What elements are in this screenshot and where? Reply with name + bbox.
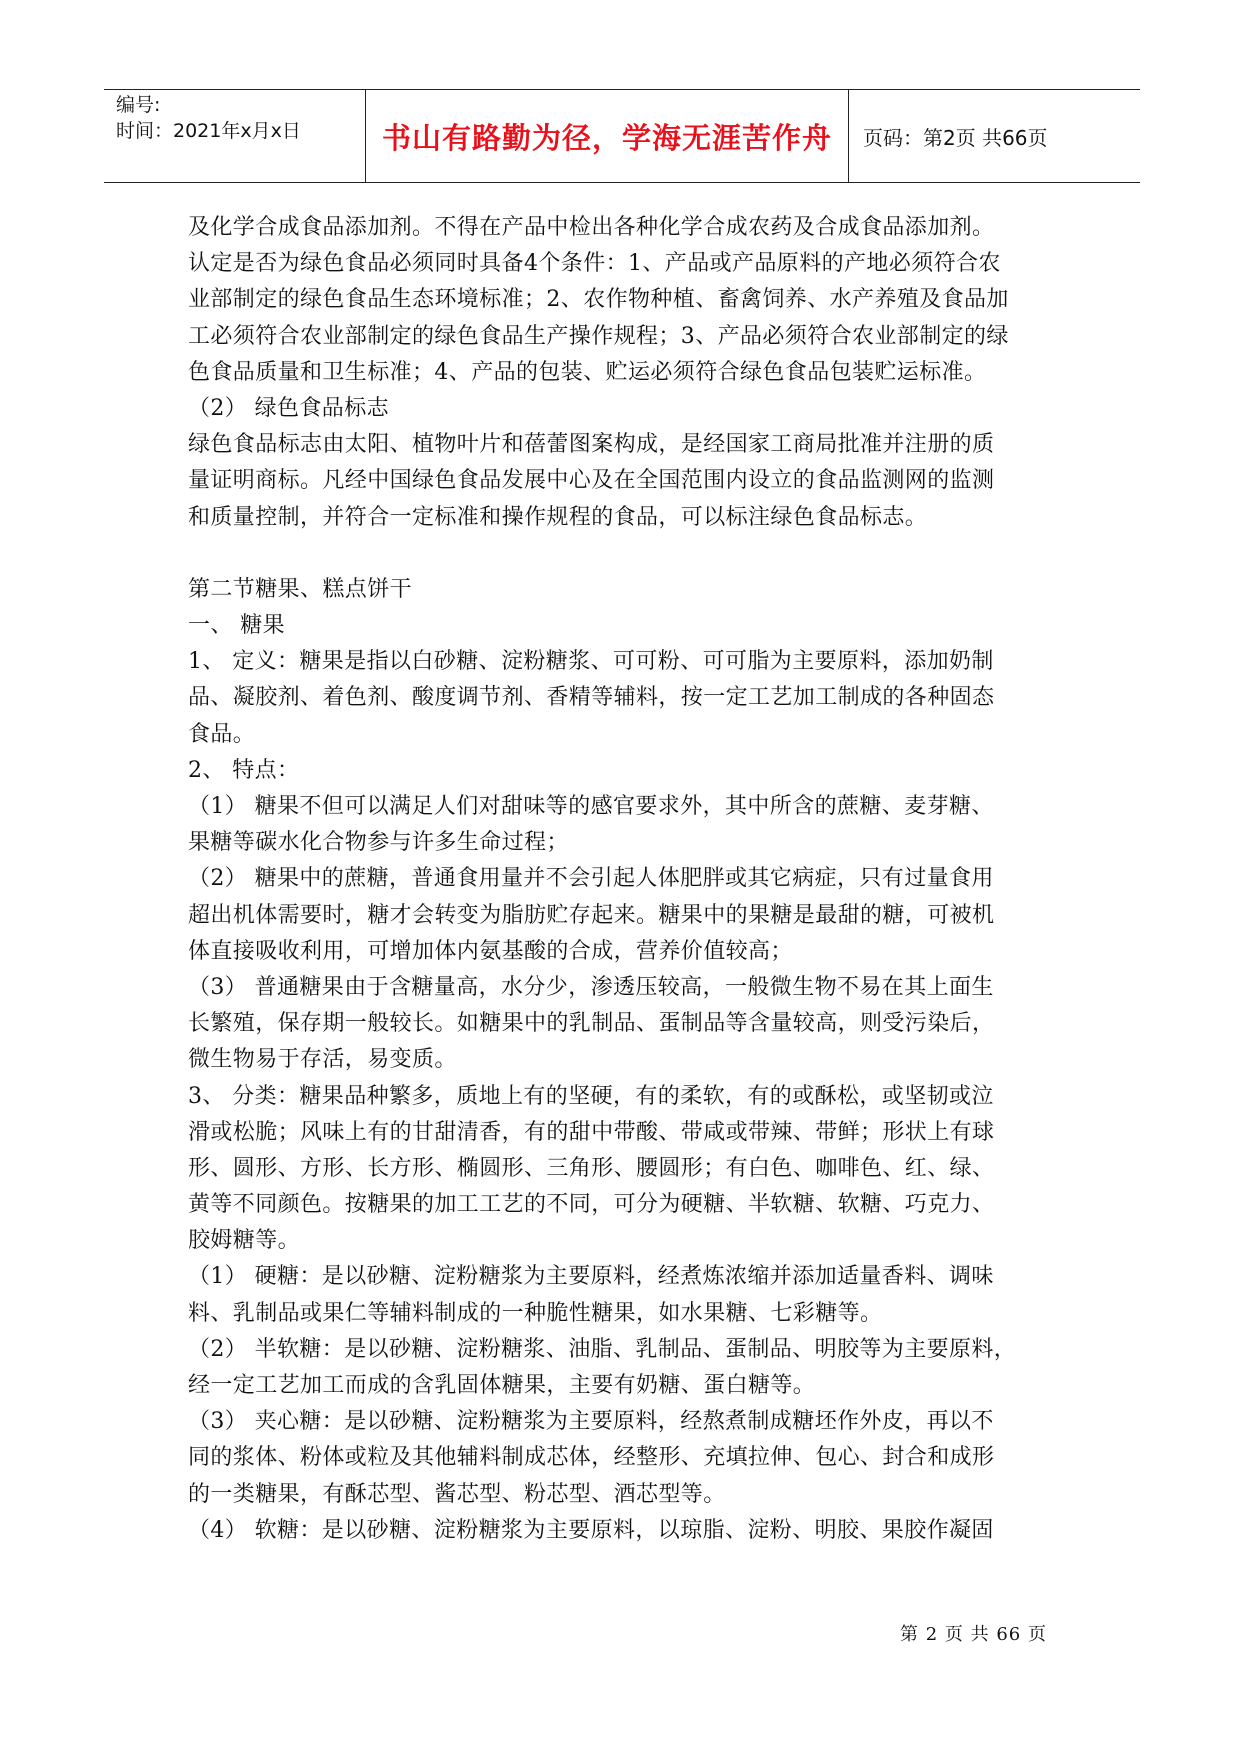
header-meta [104,90,366,182]
text-line: 色食品质量和卫生标准；4、产品的包装、贮运必须符合绿色食品包装贮运标准。 [188,359,987,385]
text-line: 形、圆形、方形、长方形、椭圆形、三角形、腰圆形；有白色、咖啡色、红、绿、 [188,1155,995,1181]
text-line: 业部制定的绿色食品生态环境标准；2、农作物种植、畜禽饲养、水产养殖及食品加 [188,287,1009,313]
text-line: 认定是否为绿色食品必须同时具备4个条件：1、产品或产品原料的产地必须符合农 [188,251,1001,277]
text-line: 胶姆糖等。 [188,1228,301,1254]
text-line: （2） 半软糖：是以砂糖、淀粉糖浆、油脂、乳制品、蛋制品、明胶等为主要原料， [188,1336,1017,1362]
text-line: （4） 软糖：是以砂糖、淀粉糖浆为主要原料，以琼脂、淀粉、明胶、果胶作凝固 [188,1517,994,1543]
page-header [104,89,1140,183]
text-line: 1、 定义：糖果是指以白砂糖、淀粉糖浆、可可粉、可可脂为主要原料，添加奶制 [188,649,994,675]
text-line: 长繁殖，保存期一般较长。如糖果中的乳制品、蛋制品等含量较高，则受污染后， [188,1011,995,1037]
text-line: 品、凝胶剂、着色剂、酸度调节剂、香精等辅料，按一定工艺加工制成的各种固态 [188,685,995,711]
text-line: （3） 普通糖果由于含糖量高，水分少，渗透压较高，一般微生物不易在其上面生 [188,974,994,1000]
document-number-label: 编号: [116,94,161,116]
text-line: 料、乳制品或果仁等辅料制成的一种脆性糖果，如水果糖、七彩糖等。 [188,1300,883,1326]
text-line: 果糖等碳水化合物参与许多生命过程； [188,830,569,856]
text-line: 滑或松脆；风味上有的甘甜清香，有的甜中带酸、带咸或带辣、带鲜；形状上有球 [188,1119,995,1145]
text-line: 微生物易于存活，易变质。 [188,1047,457,1073]
text-line: 食品。 [188,721,256,747]
body-text [188,210,1088,1549]
text-line: 绿色食品标志由太阳、植物叶片和蓓蕾图案构成，是经国家工商局批准并注册的质 [188,432,995,458]
text-line: 体直接吸收利用，可增加体内氨基酸的合成，营养价值较高； [188,938,793,964]
text-line: 超出机体需要时，糖才会转变为脂肪贮存起来。糖果中的果糖是最甜的糖，可被机 [188,902,995,928]
document-time-label: 时间：2021年x月x日 [116,120,301,142]
text-line: （2） 糖果中的蔗糖，普通食用量并不会引起人体肥胖或其它病症，只有过量食用 [188,866,994,892]
text-line: （3） 夹心糖：是以砂糖、淀粉糖浆为主要原料，经熬煮制成糖坯作外皮，再以不 [188,1409,994,1435]
text-line: 及化学合成食品添加剂。不得在产品中检出各种化学合成农药及合成食品添加剂。 [188,215,995,240]
text-line: 2、 特点： [188,757,300,783]
subheading-line: （2） 绿色食品标志 [188,395,389,421]
subheading-line: 一、 糖果 [188,613,285,639]
text-line: 3、 分类：糖果品种繁多，质地上有的坚硬，有的柔软，有的或酥松，或坚韧或泣 [188,1083,994,1109]
header-page-label: 页码：第2页 共66页 [863,125,1048,150]
blank-line [188,536,1088,572]
text-line: 工必须符合农业部制定的绿色食品生产操作规程；3、产品必须符合农业部制定的绿 [188,323,1009,349]
text-line: 经一定工艺加工而成的含乳固体糖果，主要有奶糖、蛋白糖等。 [188,1373,816,1398]
text-line: 的一类糖果，有酥芯型、酱芯型、粉芯型、酒芯型等。 [188,1481,726,1507]
page-footer: 第 2 页 共 66 页 [900,1624,1047,1645]
section-heading: 第二节糖果、糕点饼干 [188,576,413,602]
text-line: 和质量控制，并符合一定标准和操作规程的食品，可以标注绿色食品标志。 [188,504,928,530]
text-line: 同的浆体、粉体或粒及其他辅料制成芯体，经整形、充填拉伸、包心、封合和成形 [188,1445,995,1471]
text-line: 黄等不同颜色。按糖果的加工工艺的不同，可分为硬糖、半软糖、软糖、巧克力、 [188,1192,995,1218]
header-motto: 书山有路勤为径，学海无涯苦作舟 [366,90,849,182]
text-line: （1） 硬糖：是以砂糖、淀粉糖浆为主要原料，经煮炼浓缩并添加适量香料、调味 [188,1264,994,1290]
text-line: 量证明商标。凡经中国绿色食品发展中心及在全国范围内设立的食品监测网的监测 [188,468,995,494]
text-line: （1） 糖果不但可以满足人们对甜味等的感官要求外，其中所含的蔗糖、麦芽糖、 [188,794,994,819]
